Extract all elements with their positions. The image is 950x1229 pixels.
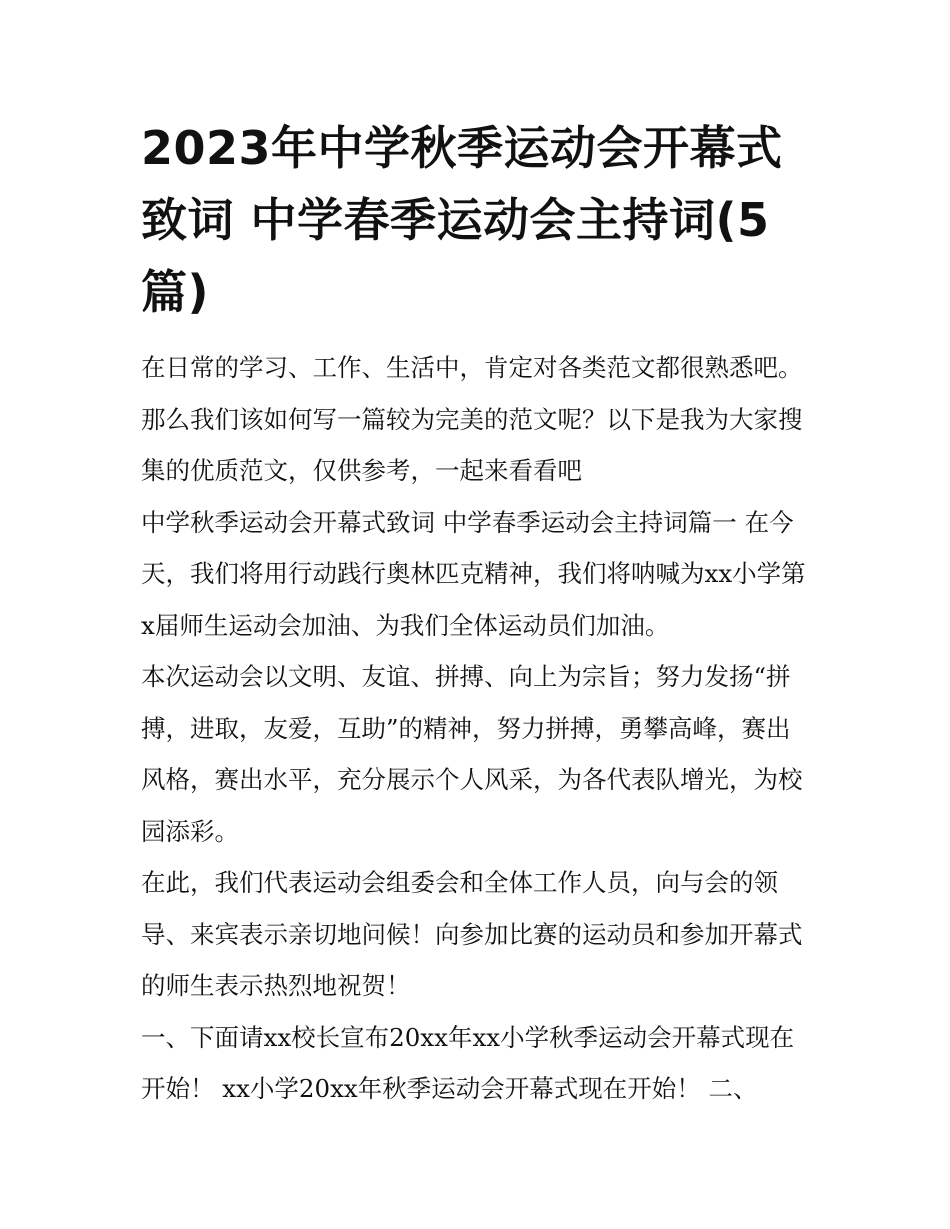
paragraph-opening: 一、下面请xx校长宣布20xx年xx小学秋季运动会开幕式现在开始！ xx小学20xx年秋季运动会开幕式现在开始！ 二、 — [141, 1022, 795, 1103]
document-content — [141, 112, 813, 1115]
document-title: 2023年中学秋季运动会开幕式致词 中学春季运动会主持词(5篇) — [141, 121, 783, 319]
paragraph-greeting: 在此，我们代表运动会组委会和全体工作人员，向与会的领导、来宾表示亲切地问候！向参加比赛的运动员和参加开幕式的师生表示热烈地祝贺！ — [141, 868, 803, 1000]
document-body — [141, 342, 813, 1115]
paragraph-purpose: 本次运动会以文明、友谊、拼搏、向上为宗旨；努力发扬“拼搏，进取，友爱，互助”的精神，努力拼搏，勇攀高峰，赛出风格，赛出水平，充分展示个人风采，为各代表队增光，为校园添彩。 — [141, 662, 803, 846]
paragraph-intro: 在日常的学习、工作、生活中，肯定对各类范文都很熟悉吧。那么我们该如何写一篇较为完美的范文呢？以下是我为大家搜集的优质范文，仅供参考，一起来看看吧 — [141, 353, 803, 485]
paragraph-part-one: 中学秋季运动会开幕式致词 中学春季运动会主持词篇一 在今天，我们将用行动践行奥林匹克精神，我们将呐喊为xx小学第x届师生运动会加油、为我们全体运动员们加油。 — [141, 507, 806, 640]
